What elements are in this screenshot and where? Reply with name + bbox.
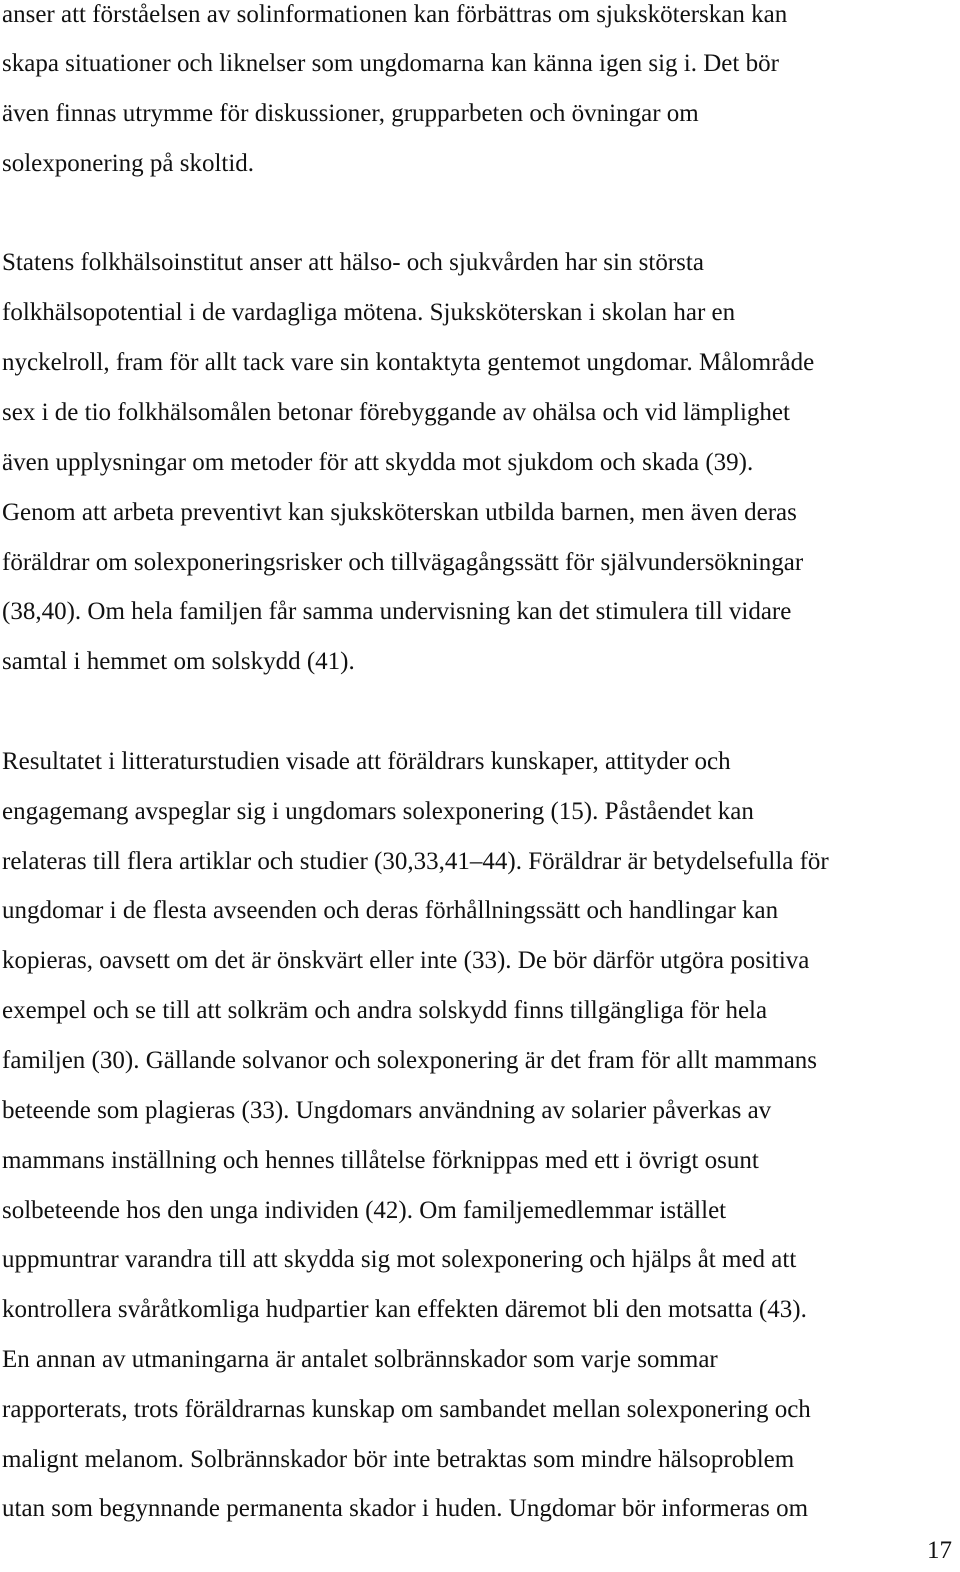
text-line: Genom att arbeta preventivt kan sjuksköterskan utbilda barnen, men även deras [2,499,797,526]
text-line: kontrollera svåråtkomliga hudpartier kan effekten däremot bli den motsatta (43). [2,1296,807,1323]
text-line: (38,40). Om hela familjen får samma undervisning kan det stimulera till vidare [2,598,792,625]
text-line: familjen (30). Gällande solvanor och solexponering är det fram för allt mammans [2,1047,818,1074]
text-line: kopieras, oavsett om det är önskvärt eller inte (33). De bör därför utgöra positiva [2,947,810,974]
text-line: uppmuntrar varandra till att skydda sig mot solexponering och hjälps åt med att [2,1246,797,1273]
text-line: relateras till flera artiklar och studier (30,33,41–44). Föräldrar är betydelsefulla för [2,848,829,875]
text-line: även upplysningar om metoder för att skydda mot sjukdom och skada (39). [2,449,754,476]
text-line: mammans inställning och hennes tillåtelse förknippas med ett i övrigt osunt [2,1147,759,1174]
text-line: även finnas utrymme för diskussioner, grupparbeten och övningar om [2,100,699,127]
text-line: Resultatet i litteraturstudien visade att föräldrars kunskaper, attityder och [2,748,731,775]
text-line: exempel och se till att solkräm och andra solskydd finns tillgängliga för hela [2,997,768,1024]
text-line: samtal i hemmet om solskydd (41). [2,648,355,675]
text-line: solexponering på skoltid. [2,150,255,177]
text-line: malignt melanom. Solbrännskador bör inte betraktas som mindre hälsoproblem [2,1446,795,1473]
text-line: nyckelroll, fram för allt tack vare sin kontaktyta gentemot ungdomar. Målområde [2,349,815,376]
text-line: engagemang avspeglar sig i ungdomars solexponering (15). Påståendet kan [2,798,754,825]
text-line: beteende som plagieras (33). Ungdomars användning av solarier påverkas av [2,1097,772,1124]
text-line: sex i de tio folkhälsomålen betonar förebyggande av ohälsa och vid lämplighet [2,399,790,426]
text-line: rapporterats, trots föräldrarnas kunskap om sambandet mellan solexponering och [2,1396,811,1423]
text-line: skapa situationer och liknelser som ungdomarna kan känna igen sig i. Det bör [2,50,779,77]
text-line: föräldrar om solexponeringsrisker och tillvägagångssätt för självundersökningar [2,549,804,576]
text-line: Statens folkhälsoinstitut anser att hälso- och sjukvården har sin största [2,249,704,276]
text-line: ungdomar i de flesta avseenden och deras förhållningssätt och handlingar kan [2,897,779,924]
text-line: anser att förståelsen av solinformationen kan förbättras om sjuksköterskan kan [2,1,788,28]
text-line: solbeteende hos den unga individen (42). Om familjemedlemmar istället [2,1197,727,1224]
text-line: folkhälsopotential i de vardagliga mötena. Sjuksköterskan i skolan har en [2,299,736,326]
page-number: 17 [927,1537,952,1564]
text-line: utan som begynnande permanenta skador i huden. Ungdomar bör informeras om [2,1495,809,1522]
text-line: En annan av utmaningarna är antalet solbrännskador som varje sommar [2,1346,718,1373]
